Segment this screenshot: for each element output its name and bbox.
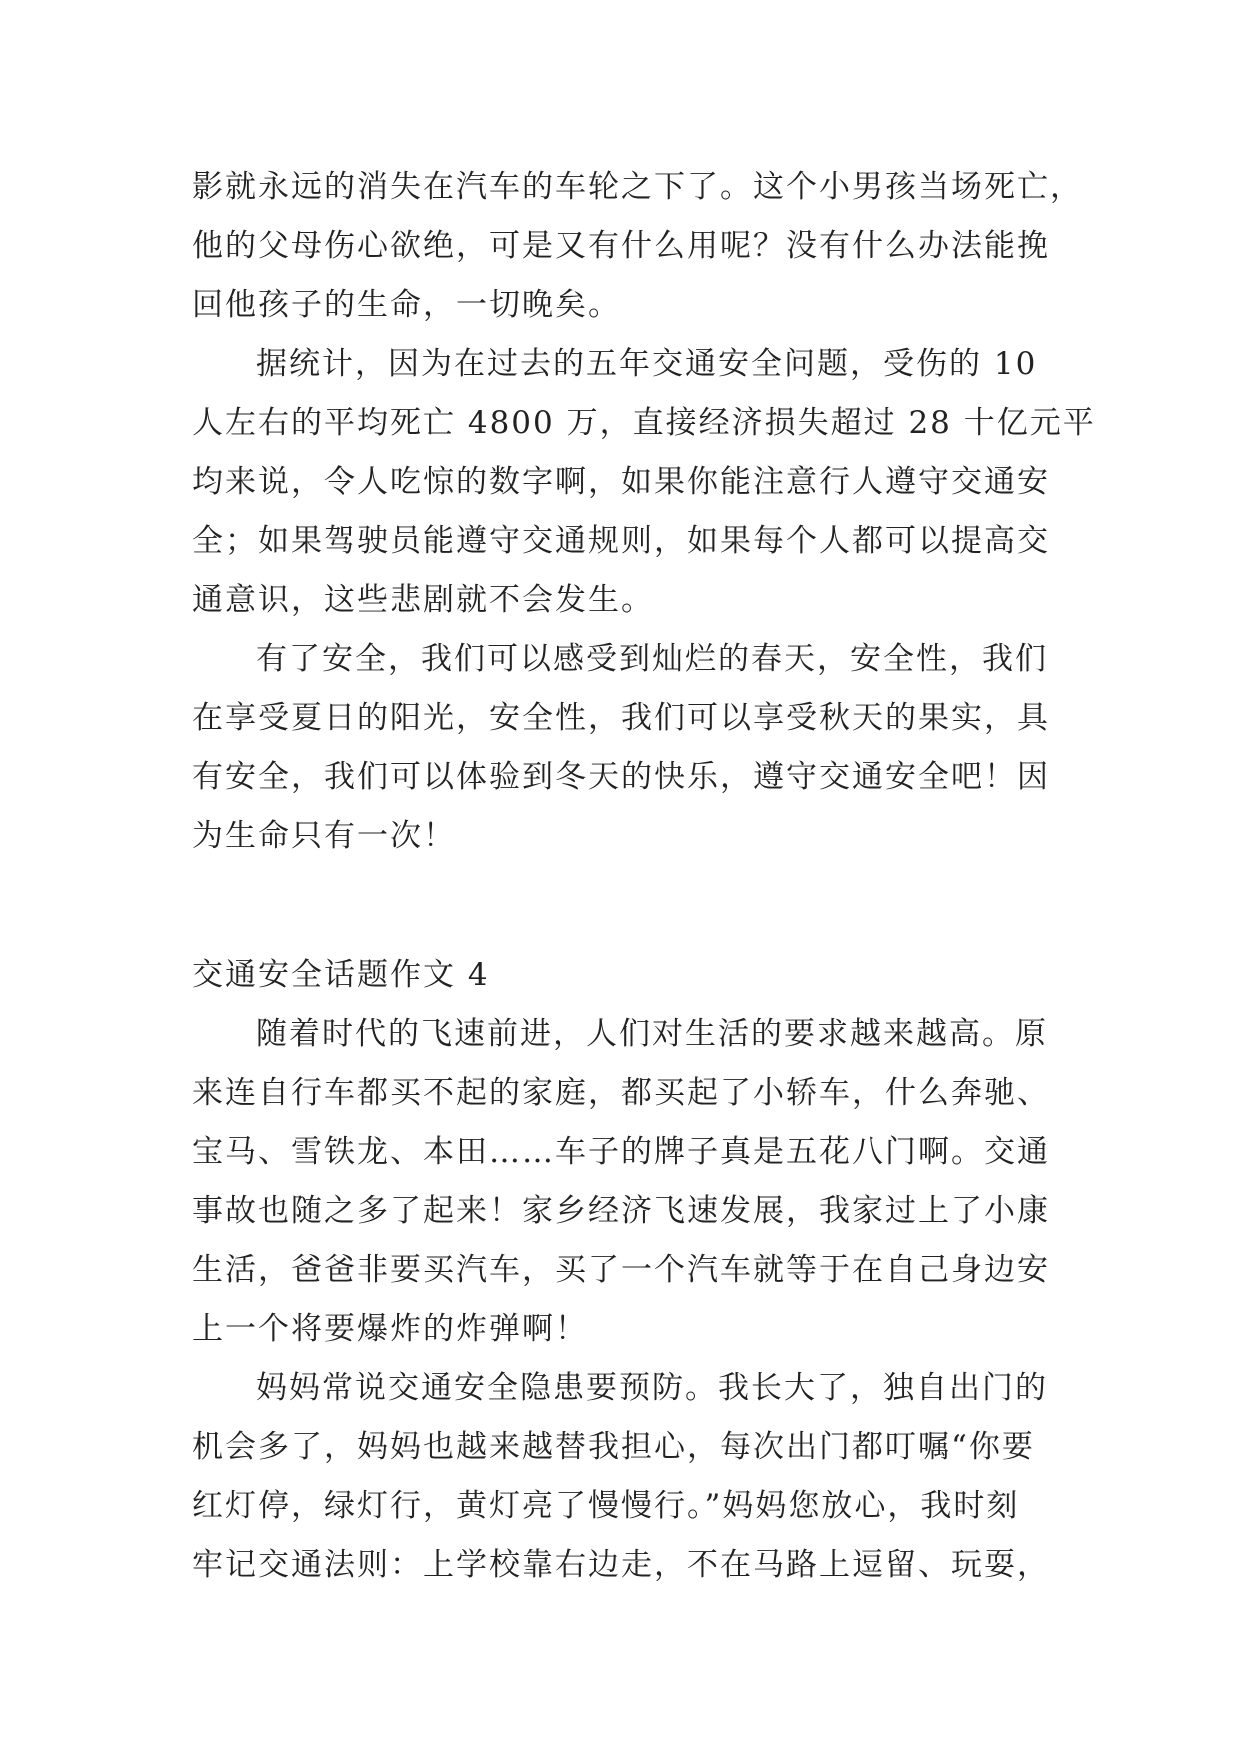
paragraph bbox=[192, 158, 1082, 335]
text-line: 随着时代的飞速前进，人们对生活的要求越来越高。原 bbox=[256, 1016, 1048, 1052]
text-line: 事故也随之多了起来！家乡经济飞速发展，我家过上了小康 bbox=[192, 1193, 1050, 1229]
text-line: 通意识，这些悲剧就不会发生。 bbox=[192, 582, 654, 618]
section-heading: 交通安全话题作文 4 bbox=[192, 957, 490, 993]
text-line: 人左右的平均死亡 4800 万，直接经济损失超过 28 十亿元平 bbox=[192, 405, 1096, 441]
text-line: 有安全，我们可以体验到冬天的快乐，遵守交通安全吧！因 bbox=[192, 759, 1050, 795]
text-line: 妈妈常说交通安全隐患要预防。我长大了，独自出门的 bbox=[256, 1370, 1048, 1406]
text-line: 有了安全，我们可以感受到灿烂的春天，安全性，我们 bbox=[256, 641, 1048, 677]
text-line: 回他孩子的生命，一切晚矣。 bbox=[192, 287, 621, 323]
paragraph bbox=[192, 630, 1082, 866]
text-line: 牢记交通法则：上学校靠右边走，不在马路上逗留、玩耍， bbox=[192, 1547, 1050, 1583]
text-line: 影就永远的消失在汽车的车轮之下了。这个小男孩当场死亡， bbox=[192, 169, 1083, 205]
text-line: 为生命只有一次！ bbox=[192, 818, 456, 854]
paragraph bbox=[192, 1359, 1082, 1595]
text-line: 来连自行车都买不起的家庭，都买起了小轿车，什么奔驰、 bbox=[192, 1075, 1050, 1111]
text-line: 在享受夏日的阳光，安全性，我们可以享受秋天的果实，具 bbox=[192, 700, 1050, 736]
text-line: 他的父母伤心欲绝，可是又有什么用呢？没有什么办法能挽 bbox=[192, 228, 1050, 264]
paragraph bbox=[192, 335, 1096, 630]
text-line: 上一个将要爆炸的炸弹啊！ bbox=[192, 1311, 588, 1347]
document-body bbox=[192, 158, 1096, 1595]
text-line: 据统计，因为在过去的五年交通安全问题，受伤的 10 bbox=[256, 346, 1038, 382]
text-line: 均来说，令人吃惊的数字啊，如果你能注意行人遵守交通安 bbox=[192, 464, 1050, 500]
text-line: 生活，爸爸非要买汽车，买了一个汽车就等于在自己身边安 bbox=[192, 1252, 1050, 1288]
section-spacer bbox=[192, 866, 1082, 946]
text-line: 红灯停，绿灯行，黄灯亮了慢慢行。”妈妈您放心，我时刻 bbox=[192, 1488, 1020, 1524]
text-line: 宝马、雪铁龙、本田……车子的牌子真是五花八门啊。交通 bbox=[192, 1134, 1050, 1170]
text-line: 机会多了，妈妈也越来越替我担心，每次出门都叮嘱“你要 bbox=[192, 1429, 1035, 1465]
text-line: 全；如果驾驶员能遵守交通规则，如果每个人都可以提高交 bbox=[192, 523, 1050, 559]
paragraph bbox=[192, 1005, 1082, 1359]
